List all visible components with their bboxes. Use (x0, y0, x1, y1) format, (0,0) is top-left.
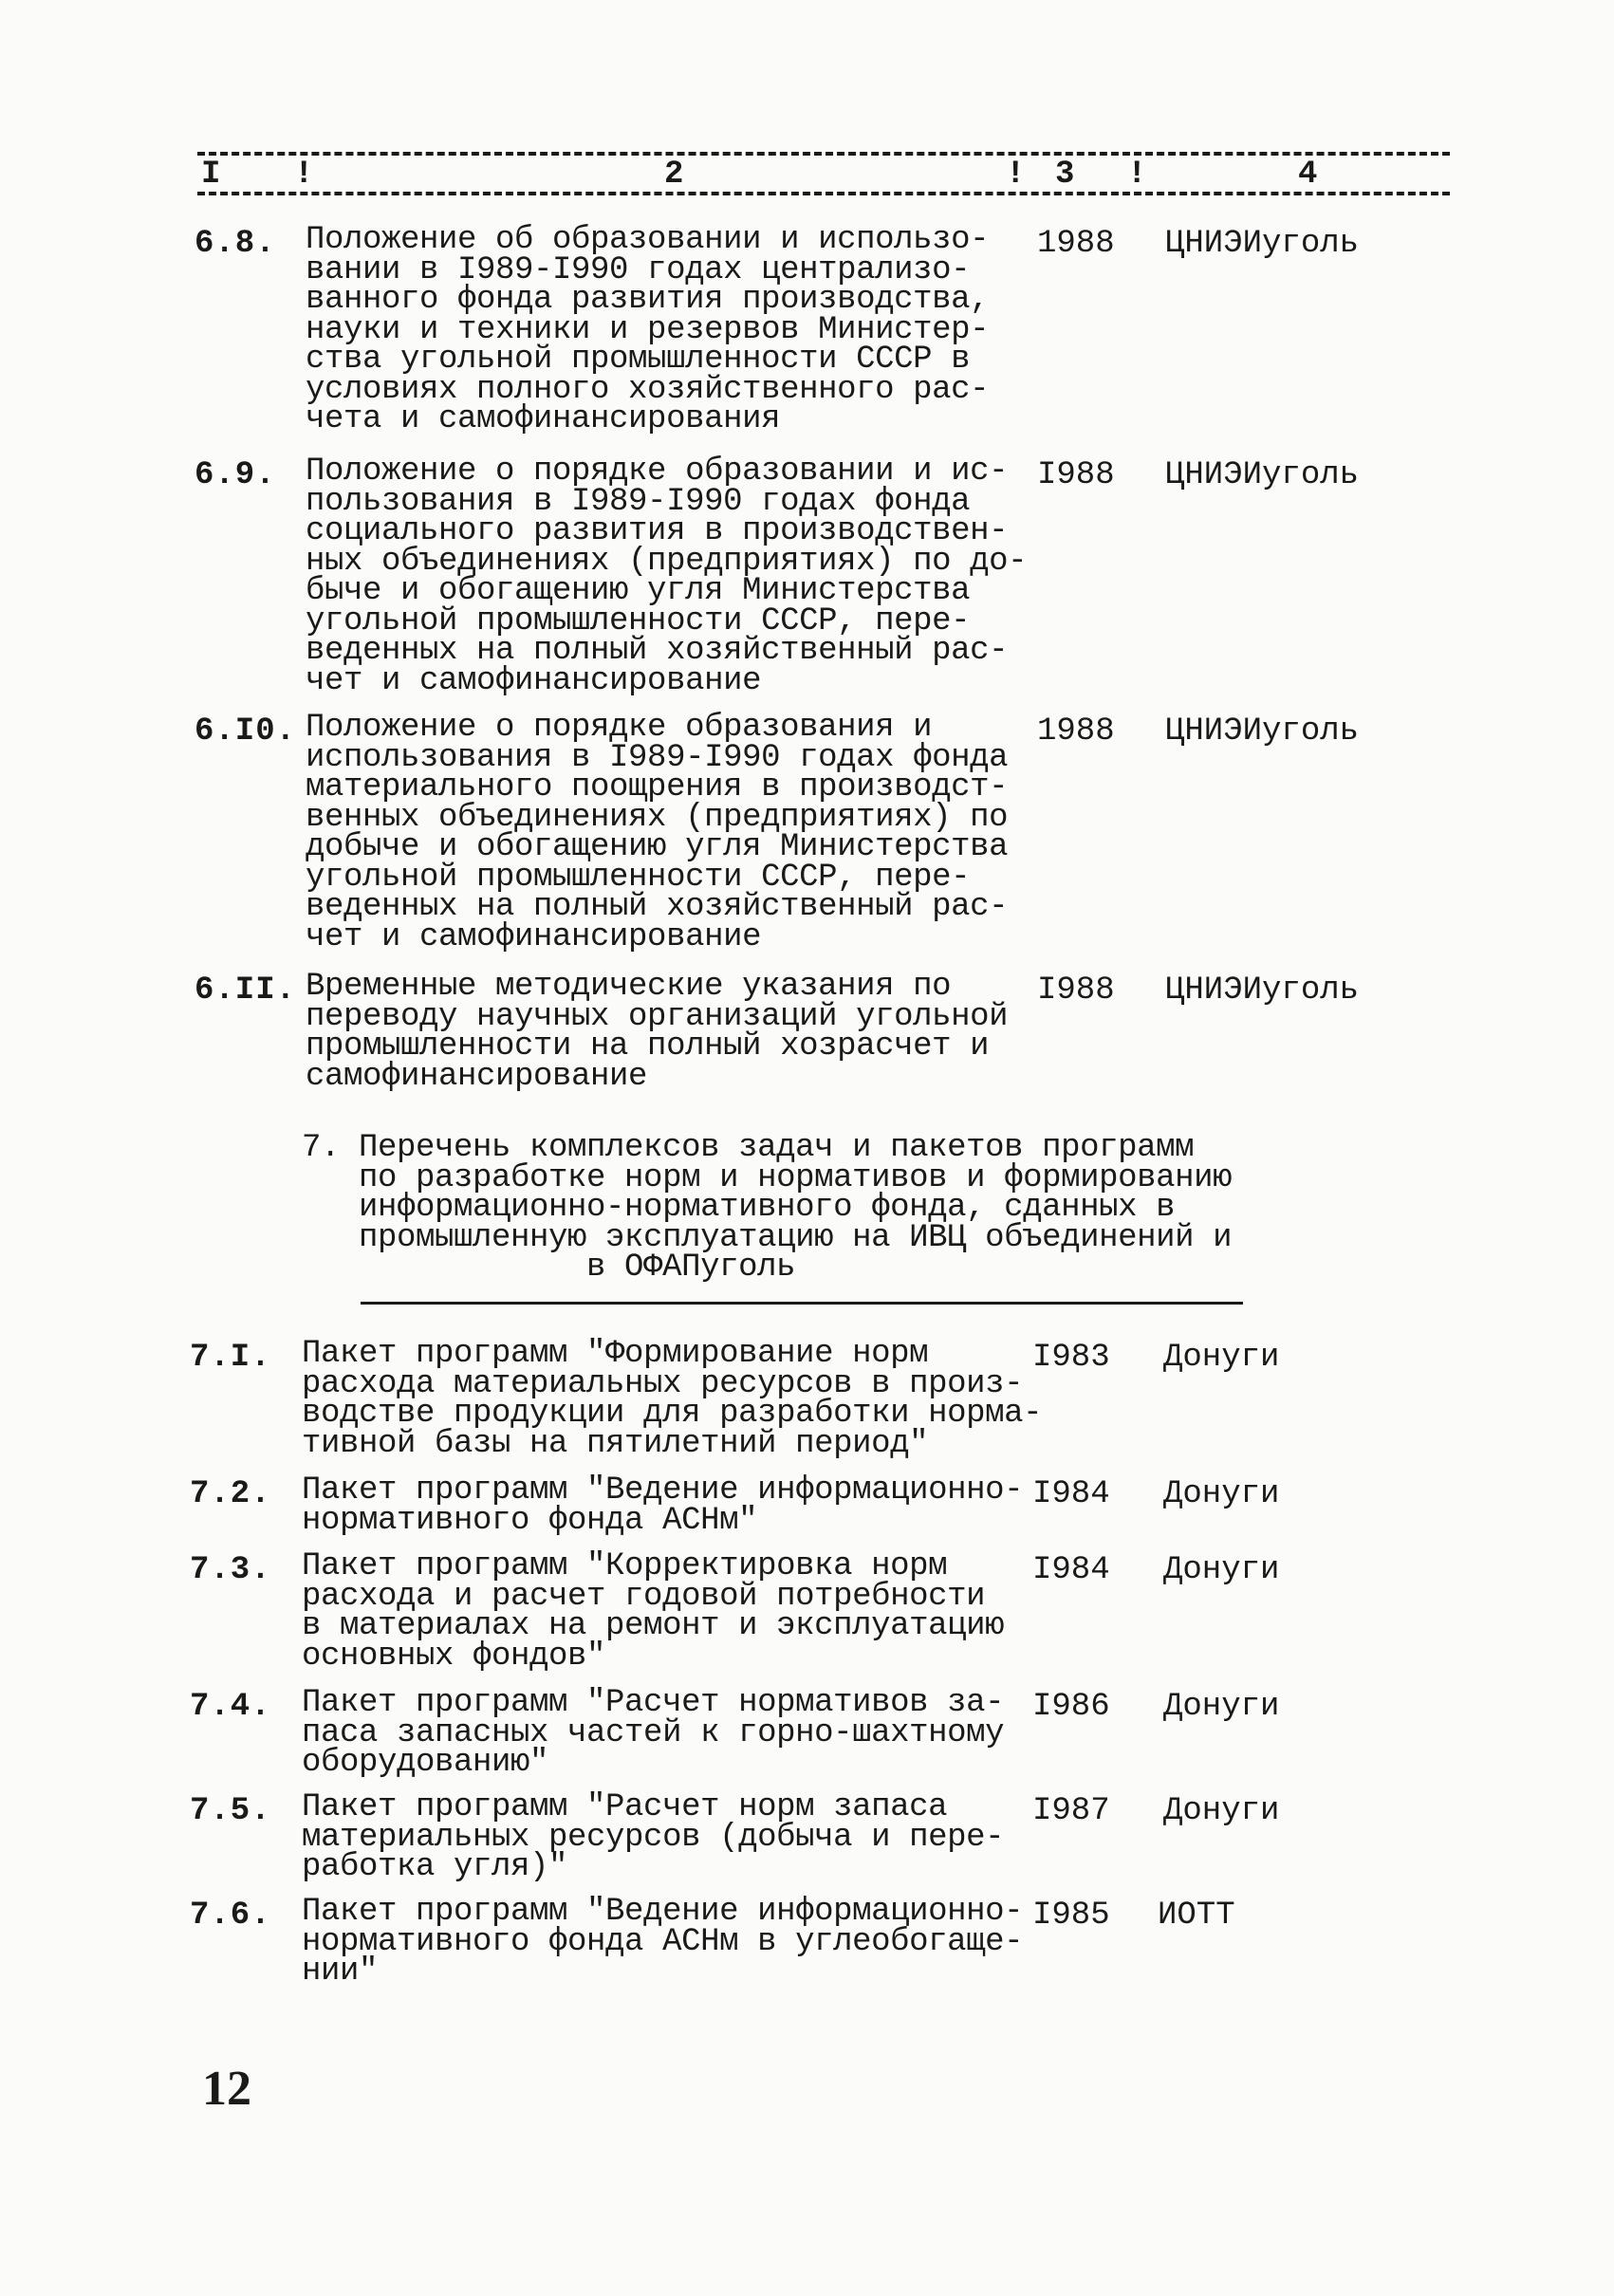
item-number: 7.5. (190, 1793, 271, 1829)
item-organization: Донуги (1163, 1793, 1280, 1829)
column-header-2: 2 (664, 157, 684, 193)
item-year: I987 (1032, 1793, 1110, 1829)
item-organization: Донуги (1163, 1476, 1280, 1512)
item-description: Временные методические указания по переводу научных организаций угольной промышленности на полный хозрасчет и самофинансирование (306, 969, 1009, 1095)
item-number: 6.I0. (195, 713, 297, 750)
item-year: I983 (1032, 1340, 1110, 1376)
item-description: Положение о порядке образовании и ис- пользования в I989-I990 годах фонда социального развития в производствен- ных объединениях (предприятиях) по до- быче и обогащению угля Министерства угольной промышленности СССР, пере- веденных на полный хозяйственный рас- чет и самофинансирование (306, 454, 1028, 699)
item-year: I984 (1032, 1552, 1110, 1588)
item-number: 7.3. (190, 1552, 271, 1588)
item-description: Пакет программ "Расчет нормативов за- паса запасных частей к горно-шахтному оборудованию" (302, 1685, 1005, 1781)
item-year: I988 (1037, 972, 1115, 1009)
item-year: I984 (1032, 1476, 1110, 1512)
item-number: 7.2. (190, 1476, 271, 1512)
item-number: 7.6. (190, 1898, 271, 1934)
column-separator: ! (1006, 157, 1026, 193)
item-number: 7.4. (190, 1689, 271, 1725)
item-year: I985 (1032, 1898, 1110, 1934)
column-separator: ! (294, 157, 314, 193)
column-header-1: I (201, 157, 221, 193)
item-description: Пакет программ "Ведение информационно- нормативного фонда АСНм в углеобогаще- нии" (302, 1894, 1024, 1990)
item-number: 6.9. (195, 457, 276, 493)
item-year: I988 (1037, 457, 1115, 493)
item-year: I986 (1032, 1689, 1110, 1725)
item-description: Пакет программ "Расчет норм запаса материальных ресурсов (добыча и пере- работка угля)" (302, 1789, 1005, 1885)
item-number: 6.8. (195, 226, 276, 262)
section-7-heading: 7. Перечень комплексов задач и пакетов программ по разработке норм и нормативов и формированию информационно-нормативного фонда, сданных в промышленную эксплуатацию на ИВЦ объединений и в ОФАПуголь (302, 1130, 1233, 1286)
item-description: Пакет программ "Ведение информационно- нормативного фонда АСНм" (302, 1472, 1024, 1539)
item-year: 1988 (1037, 226, 1115, 262)
header-bottom-rule (197, 192, 1450, 195)
header-top-rule (197, 152, 1450, 156)
column-header-3: 3 (1055, 157, 1075, 193)
page-number: 12 (202, 2062, 251, 2116)
item-organization: Донуги (1163, 1552, 1280, 1588)
item-organization: Донуги (1163, 1689, 1280, 1725)
item-organization: ЦНИЭИуголь (1165, 457, 1360, 493)
column-separator: ! (1127, 157, 1147, 193)
item-organization: ЦНИЭИуголь (1165, 972, 1360, 1009)
column-header-4: 4 (1298, 157, 1318, 193)
item-number: 7.I. (190, 1340, 271, 1376)
item-year: 1988 (1037, 713, 1115, 750)
item-number: 6.II. (195, 972, 297, 1009)
item-organization: ЦНИЭИуголь (1165, 226, 1360, 262)
section-7-underline (361, 1302, 1243, 1305)
item-organization: Донуги (1163, 1340, 1280, 1376)
item-description: Положение об образовании и использо- вании в I989-I990 годах централизо- ванного фонда развития производства, науки и техники и резервов Министер- ства угольной промышленности СССР в условиях полного хозяйственного рас- чета и самофинансирования (306, 222, 990, 437)
item-organization: ЦНИЭИуголь (1165, 713, 1360, 750)
item-description: Пакет программ "Корректировка норм расхода и расчет годовой потребности в материалах на ремонт и эксплуатацию основных фондов" (302, 1548, 1005, 1675)
item-description: Пакет программ "Формирование норм расхода материальных ресурсов в произ- водстве продукции для разработки норма- тивной базы на пятилетний период" (302, 1336, 1043, 1462)
item-organization: ИОТТ (1158, 1898, 1235, 1934)
item-description: Положение о порядке образования и использования в I989-I990 годах фонда материального поощрения в производст- венных объединениях (предприятиях) по добыче и обогащению угля Министерства угольной промышленности СССР, пере- веденных на полный хозяйственный рас- чет и самофинансирование (306, 710, 1009, 955)
